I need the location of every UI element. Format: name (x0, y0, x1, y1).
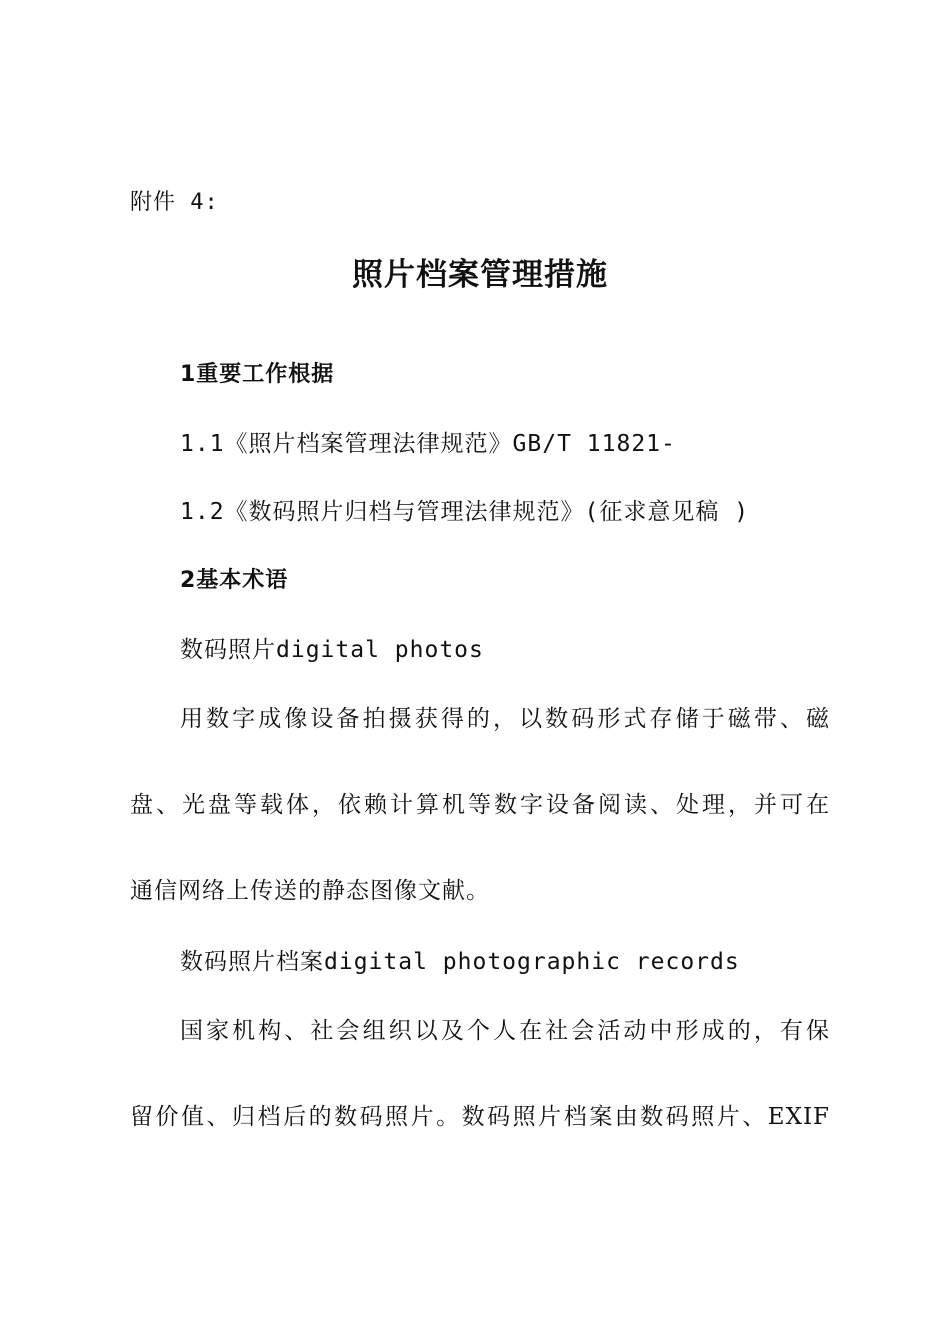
page-title: 照片档案管理措施 (352, 257, 608, 293)
term-1-definition-line-1: 用数字成像设备拍摄获得的，以数码形式存储于磁带、磁 (180, 706, 830, 732)
term-1-definition-line-2: 盘、光盘等载体，依赖计算机等数字设备阅读、处理，并可在 (130, 792, 830, 818)
section-1-item-2: 1.2《数码照片归档与管理法律规范》(征求意见稿 ) (180, 499, 750, 525)
term-1-label: 数码照片digital photos (180, 637, 484, 663)
section-1-item-1: 1.1《照片档案管理法律规范》GB/T 11821- (180, 431, 676, 457)
section-2-heading: 2基本术语 (180, 568, 289, 593)
section-1-heading: 1重要工作根据 (180, 362, 335, 387)
attachment-label: 附件 4: (130, 190, 219, 215)
term-2-definition-line-2: 留价值、归档后的数码照片。数码照片档案由数码照片、EXIF (130, 1104, 830, 1130)
term-2-definition-line-1: 国家机构、社会组织以及个人在社会活动中形成的，有保 (180, 1018, 830, 1044)
term-1-definition-line-3: 通信网络上传送的静态图像文献。 (130, 878, 490, 904)
term-2-label: 数码照片档案digital photographic records (180, 949, 740, 975)
